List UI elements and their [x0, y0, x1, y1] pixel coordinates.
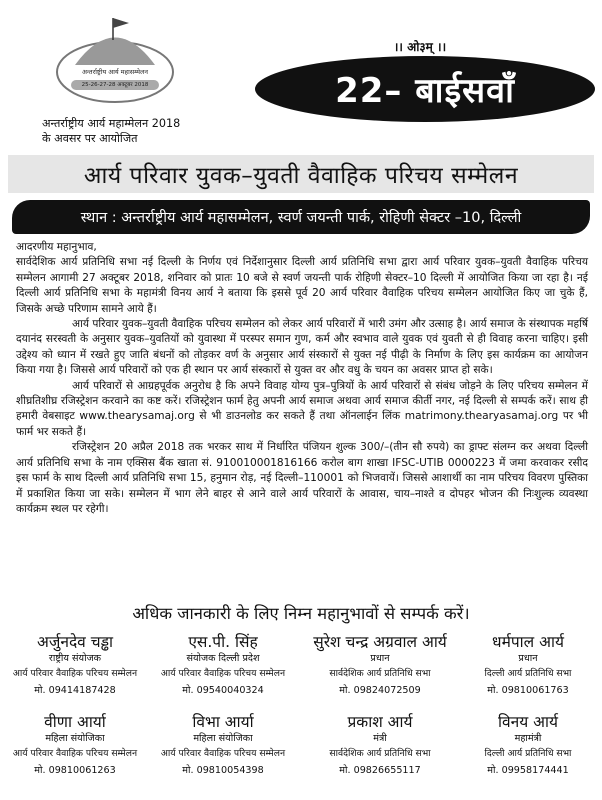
venue-text: स्थान : अन्तर्राष्ट्रीय आर्य महासम्मेलन, स्वर्ण जयन्ती पार्क, रोहिणी सेक्टर –10, दिल्ली	[80, 210, 522, 226]
paragraph-4: रजिस्ट्रेशन 20 अप्रैल 2018 तक भरकर साथ में निर्धारित पंजियन शुल्क 300/–(तीन सौ रुपये) का ड्राफ्ट संलग्न कर अथवा दिल्ली आर्य प्रतिनिधि सभा के नाम एक्सिस बैंक खाता सं. 910010001816166 करोल बाग शाखा IFSC-UTIB 0000223 में जमा करवाकर रसीद इस फार्म के साथ दिल्ली आर्य प्रतिनिधि सभा 15, हनुमान रोड़, नई दिल्ली–110001 को भिजवायें। जिससे आशार्थी का नाम परिचय विवरण पुस्तिका में प्रकाशित किया जा सके। सम्मेलन में भाग लेने बाहर से आने वाले आर्य परिवारों के आवास, चाय–नाश्ते व दोपहर भोजन की निःशुल्क व्यवस्था कार्यक्रम स्थल पर रहेगी।	[16, 441, 588, 515]
contact-name: सुरेश चन्द्र अग्रवाल आर्य	[313, 633, 447, 651]
contact-role: प्रधान	[370, 653, 390, 664]
paragraph-3: आर्य परिवारों से आग्रहपूर्वक अनुरोध है कि अपने विवाह योग्य पुत्र–पुत्रियों के आर्य परिवारों से संबंध जोड़ने के लिए परिचय सम्मेलन में शीघ्रतिशीघ्र रजिस्ट्रेशन करवाने का कष्ट करें। रजिस्ट्रेशन फार्म हेतु अपनी आर्य समाज अथवा आर्य समाज कीर्ती नगर, नई दिल्ली से सम्पर्क करें। साथ ही हमारी वेबसाइट www.thearysamaj.org से भी डाउनलोड कर सकते हैं तथा ऑनलाईन लिंक matrimony.thearyasamaj.org पर भी फार्म भर सकते हैं।	[16, 379, 588, 438]
contact-org: सार्वदेशिक आर्य प्रतिनिधि सभा	[329, 748, 431, 759]
event-logo	[55, 10, 175, 105]
caption-line-2: के अवसर पर आयोजित	[42, 132, 138, 145]
contact-org: सार्वदेशिक आर्य प्रतिनिधि सभा	[329, 668, 431, 679]
contact-phone: मो. 09810061763	[487, 685, 569, 696]
contact-name: विनय आर्य	[498, 713, 558, 731]
edition-text: 22– बाईसवाँ	[335, 71, 515, 111]
contact-org: आर्य परिवार वैवाहिक परिचय सम्मेलन	[12, 668, 138, 679]
contact-card	[306, 712, 454, 779]
greeting: आदरणीय महानुभाव,	[16, 241, 97, 253]
contact-role: मंत्री	[373, 733, 387, 744]
paragraph-2: आर्य परिवार युवक–युवती वैवाहिक परिचय सम्मेलन को लेकर आर्य परिवारों में भारी उमंग और उत्साह है। आर्य समाज के संस्थापक महर्षि दयानंद सरस्वती के अनुसार युवक–युवतियों को युवास्था में परस्पर समान गुण, कर्म और स्वभाव वाले युवक एवं युवती से ही विवाह करना चाहिए। इसी उद्देश्य को ध्यान में रखते हुए जाति बंधनों को तोड़कर वर्ण के अनुसार आर्य संस्कारों से युक्त नई पीढ़ी के निर्माण के लिए इस कार्यक्रम का आयोजन किया गया है। जिससे आर्य परिवारों को एक ही स्थान पर आर्य संस्कारों से युक्त वर और वधु के चयन का अवसर प्राप्त हो सके।	[16, 318, 588, 377]
contact-phone: मो. 09958174441	[487, 765, 569, 776]
contact-phone: मो. 09540040324	[182, 685, 264, 696]
contact-name: प्रकाश आर्य	[347, 713, 413, 731]
contact-role: संयोजक दिल्ली प्रदेश	[186, 653, 260, 664]
venue-band	[12, 200, 590, 234]
contact-role: महामंत्री	[514, 733, 542, 744]
contact-role: महिला संयोजिका	[45, 733, 105, 744]
contact-org: आर्य परिवार वैवाहिक परिचय सम्मेलन	[12, 748, 138, 759]
contact-phone: मो. 09810061263	[34, 765, 116, 776]
contact-card	[2, 632, 148, 699]
om-heading: ।। ओ३म् ।।	[393, 40, 447, 54]
contact-name: अर्जुनदेव चड्ढा	[37, 633, 113, 651]
logo-ring-text: अन्तर्राष्ट्रीय आर्य महासम्मेलन	[81, 68, 149, 76]
contact-role: राष्ट्रीय संयोजक	[48, 653, 102, 664]
contact-name: एस.पी. सिंह	[188, 633, 258, 651]
contact-card	[458, 712, 598, 779]
paragraph-1: सार्वदेशिक आर्य प्रतिनिधि सभा नई दिल्ली के निर्णय एवं निर्देशानुसार दिल्ली आर्य प्रतिनिधि सभा द्वारा आर्य परिवार युवक–युवती वैवाहिक परिचय सम्मेलन आगामी 27 अक्टूबर 2018, शनिवार को प्रातः 10 बजे से स्वर्ण जयन्ती पार्क रोहिणी सेक्टर–10 दिल्ली में आयोजित किया जा रहा है। नई दिल्ली आर्य प्रतिनिधि सभा के महामंत्री विनय आर्य ने बताया कि इससे पूर्व 20 आर्य परिवार वैवाहिक परिचय सम्मेलन आयोजित किए जा चुके हैं, जिसके अच्छे परिणाम सामने आये हैं।	[16, 256, 588, 315]
contact-org: आर्य परिवार वैवाहिक परिचय सम्मेलन	[160, 668, 286, 679]
contact-org: दिल्ली आर्य प्रतिनिधि सभा	[484, 668, 572, 679]
caption-line-1: अन्तर्राष्ट्रीय आर्य महाम्मेलन 2018	[42, 117, 181, 130]
contact-heading: अधिक जानकारी के लिए निम्न महानुभावों से सम्पर्क करें।	[132, 604, 470, 623]
contact-phone: मो. 09414187428	[34, 685, 116, 696]
letter-body	[16, 240, 588, 517]
contact-phone: मो. 09810054398	[182, 765, 264, 776]
contact-name: वीणा आर्या	[44, 713, 106, 731]
edition-banner	[255, 56, 595, 122]
page-title: आर्य परिवार युवक–युवती वैवाहिक परिचय सम्मेलन	[83, 163, 519, 189]
contact-role: प्रधान	[518, 653, 538, 664]
occasion-caption	[42, 116, 282, 146]
contact-org: आर्य परिवार वैवाहिक परिचय सम्मेलन	[160, 748, 286, 759]
contact-role: महिला संयोजिका	[193, 733, 253, 744]
logo-dates: 25-26-27-28 अक्टूबर 2018	[81, 82, 149, 88]
contact-phone: मो. 09826655117	[339, 765, 421, 776]
contact-card	[458, 632, 598, 699]
contact-phone: मो. 09824072509	[339, 685, 421, 696]
contact-name: विभा आर्या	[192, 713, 254, 731]
title-band	[8, 155, 594, 193]
contact-card	[2, 712, 148, 779]
contact-org: दिल्ली आर्य प्रतिनिधि सभा	[484, 748, 572, 759]
contact-name: धर्मपाल आर्य	[492, 633, 564, 651]
contact-card	[150, 712, 296, 779]
contact-card	[150, 632, 296, 699]
contact-card	[306, 632, 454, 699]
